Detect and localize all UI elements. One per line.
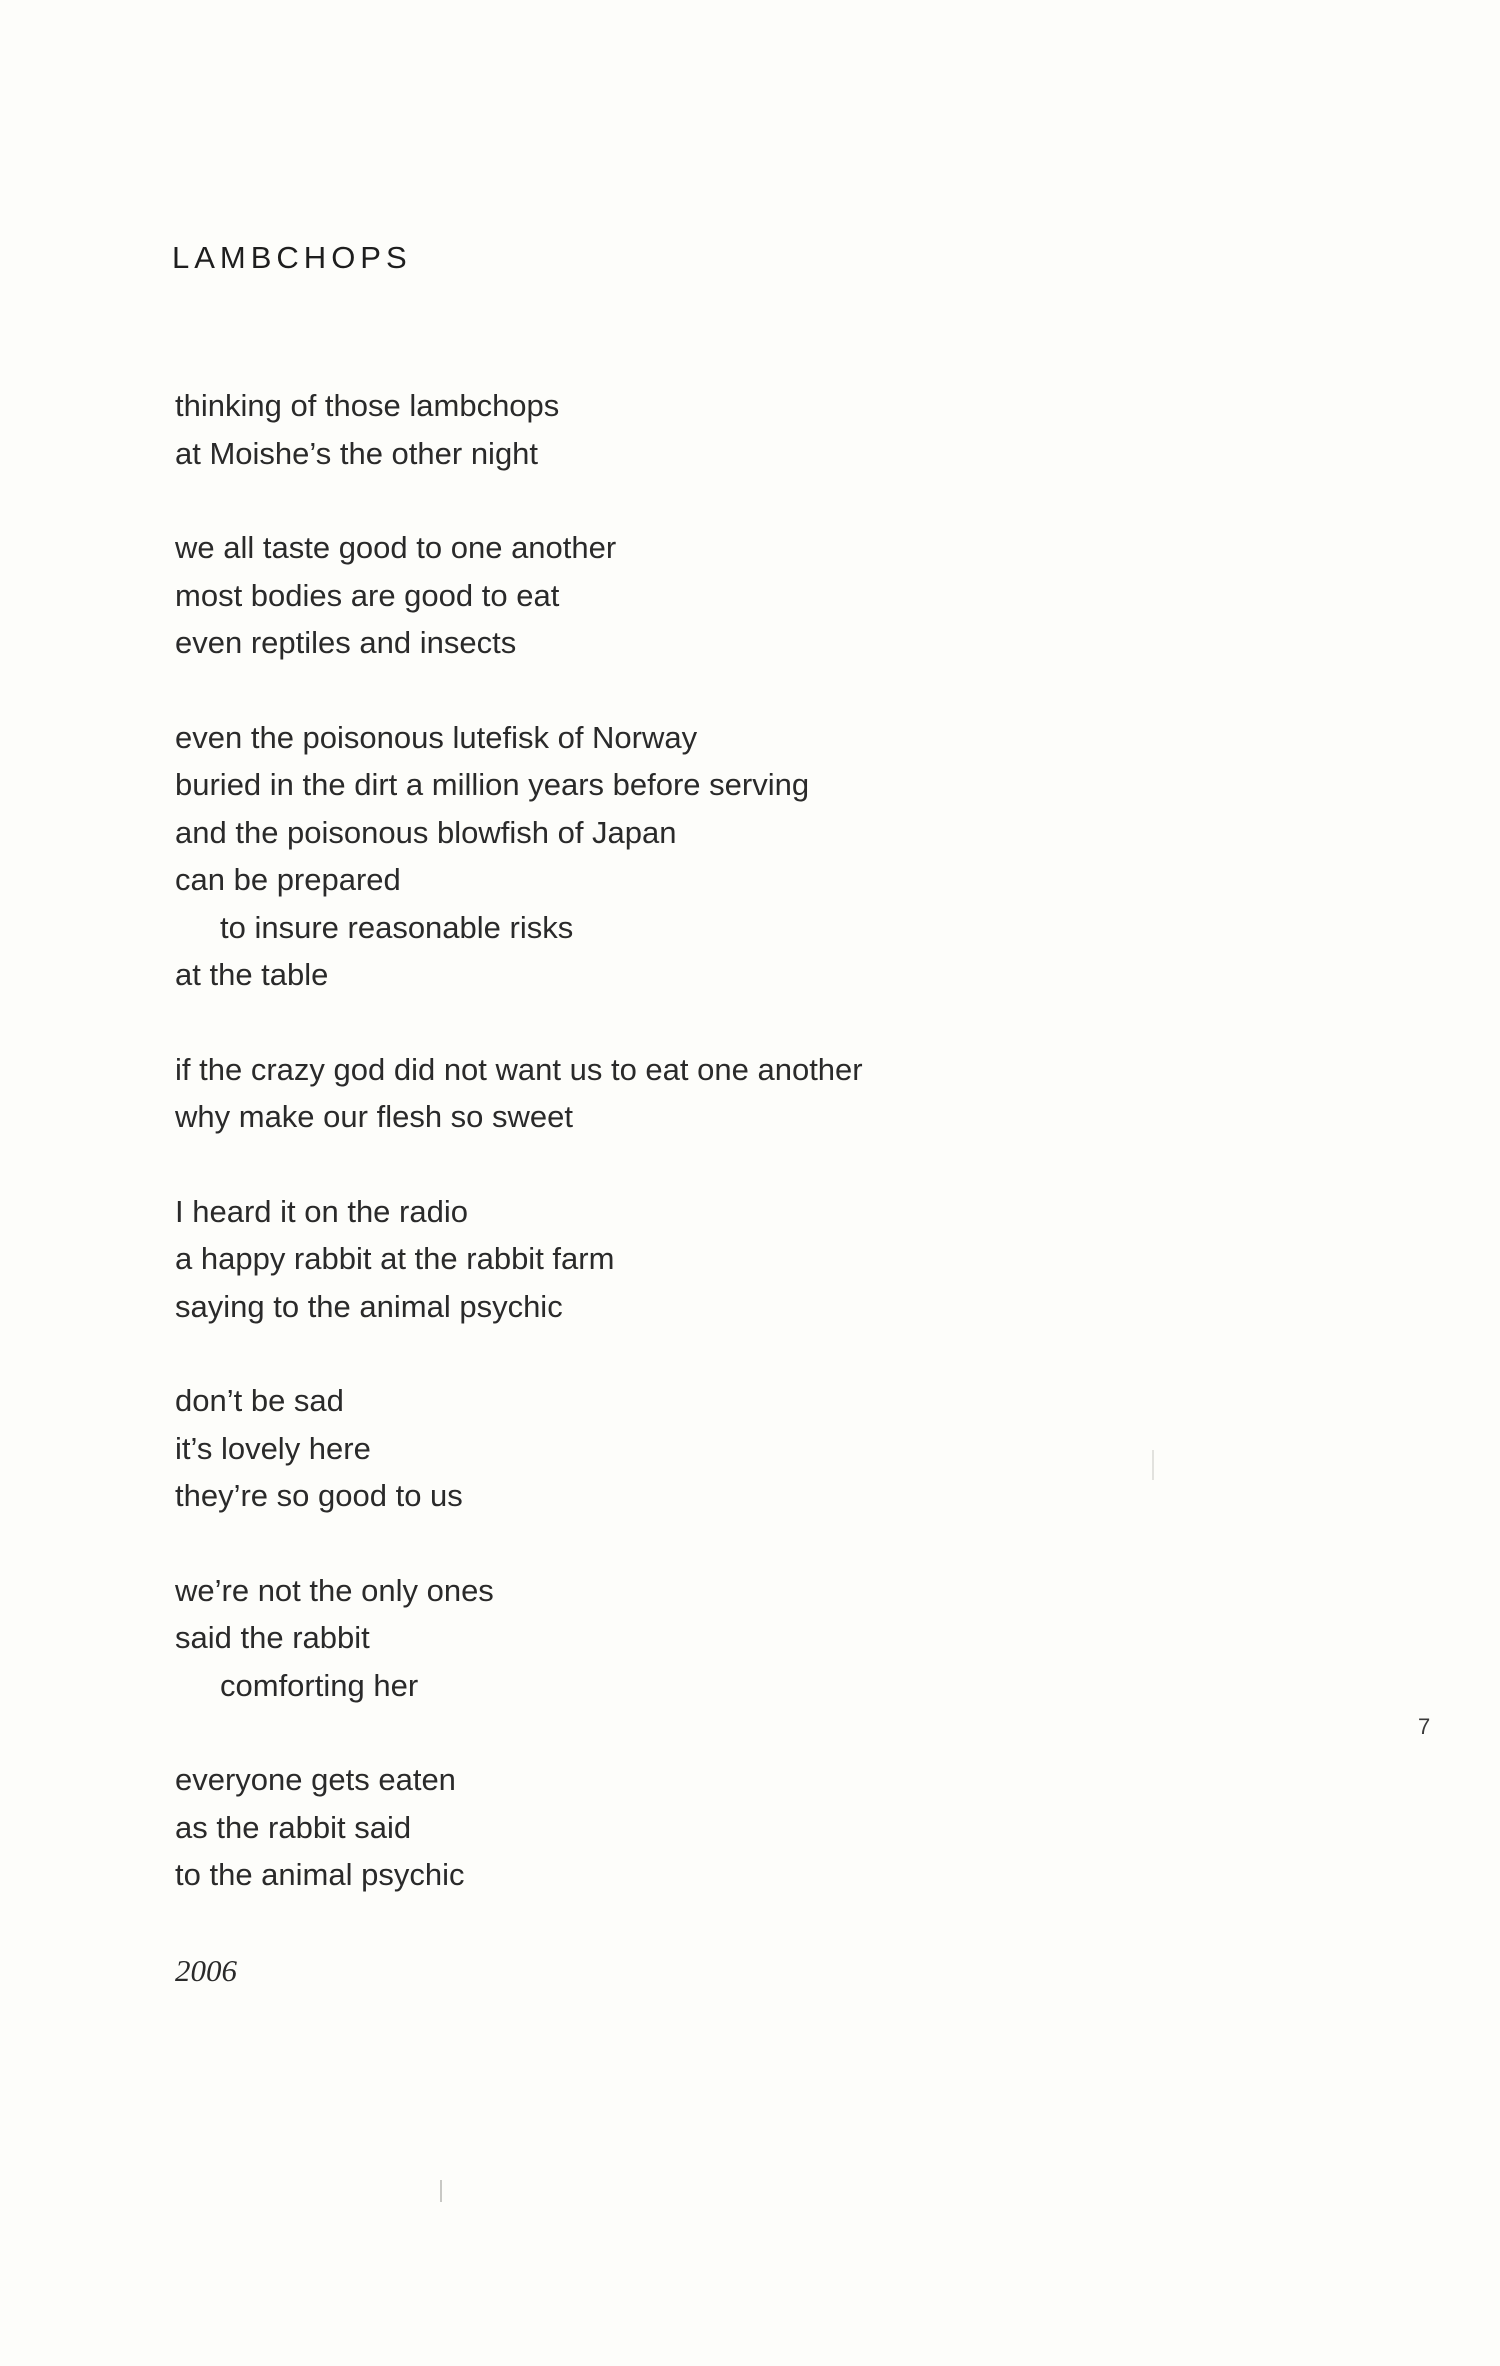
poem-line: we all taste good to one another: [175, 530, 617, 565]
poem-line: everyone gets eaten: [175, 1762, 456, 1797]
poem-stanza: [175, 714, 1175, 999]
poem-line: buried in the dirt a million years before serving: [175, 767, 810, 802]
poem-stanza: [175, 1046, 1175, 1141]
poem-line: even the poisonous lutefisk of Norway: [175, 719, 698, 755]
poem-line: to the animal psychic: [175, 1857, 465, 1892]
poem-line: a happy rabbit at the rabbit farm: [175, 1241, 615, 1276]
poem-line: even reptiles and insects: [175, 625, 517, 660]
poem-line: at the table: [175, 957, 329, 992]
poem-line: most bodies are good to eat: [175, 577, 560, 613]
poem-date: 2006: [175, 1953, 237, 1988]
poem-line: don’t be sad: [175, 1383, 344, 1418]
poem-line: we’re not the only ones: [175, 1572, 494, 1608]
poem-line: they’re so good to us: [175, 1478, 463, 1513]
poem-stanza: [175, 382, 1175, 477]
poem-stanza: [175, 1188, 1175, 1331]
poem-stanza: [175, 1377, 1175, 1520]
poem-line: comforting her: [220, 1667, 419, 1703]
poem-line: and the poisonous blowfish of Japan: [175, 814, 677, 850]
poem-line: as the rabbit said: [175, 1809, 412, 1845]
poem-title: LAMBCHOPS: [172, 240, 412, 275]
scan-speck: [1152, 1450, 1154, 1480]
poem-line: thinking of those lambchops: [175, 388, 560, 423]
poem-line: saying to the animal psychic: [175, 1288, 563, 1324]
poem-line: at Moishe’s the other night: [175, 435, 539, 471]
poem-stanza: [175, 1567, 1175, 1710]
poem-line: why make our flesh so sweet: [175, 1099, 574, 1134]
scan-speck: [440, 2180, 442, 2202]
poem-line: it’s lovely here: [175, 1430, 371, 1466]
poem-stanza: [175, 1756, 1175, 1899]
poem-line: if the crazy god did not want us to eat one another: [175, 1051, 863, 1087]
poem-body: [175, 382, 1175, 1946]
poem-line: to insure reasonable risks: [220, 909, 574, 945]
poem-line: can be prepared: [175, 862, 401, 897]
poem-line: said the rabbit: [175, 1620, 370, 1655]
page-number: 7: [1418, 1714, 1431, 1739]
poem-line: I heard it on the radio: [175, 1193, 468, 1229]
poem-stanza: [175, 524, 1175, 667]
